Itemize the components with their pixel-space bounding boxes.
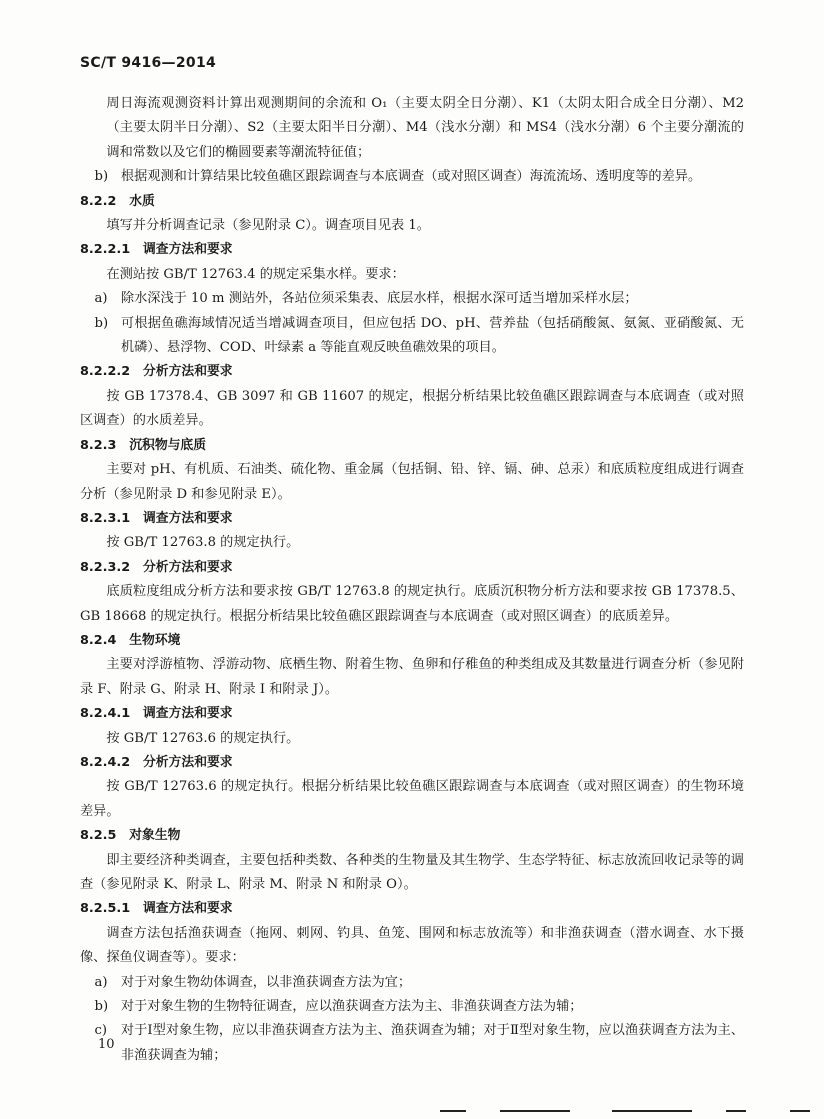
bottom-rule [726,1110,746,1112]
section-title: 对象生物 [129,828,181,844]
bottom-rule [500,1110,570,1112]
list-item [80,312,744,361]
section-heading [80,507,744,531]
list-item-text: 根据观测和计算结果比较鱼礁区跟踪调查与本底调查（或对照区调查）海流流场、透明度等的差异。 [120,169,702,185]
bottom-rule [440,1110,466,1112]
page-number: 10 [98,1037,115,1052]
section-title: 调查方法和要求 [143,901,233,917]
section-title: 水质 [129,193,155,209]
document-body [80,92,744,1068]
paragraph: 按 GB 17378.4、GB 3097 和 GB 11607 的规定，根据分析结果比较鱼礁区跟踪调查与本底调查（或对照区调查）的水质差异。 [80,388,744,429]
paragraph: 按 GB/T 12763.8 的规定执行。 [106,535,300,551]
list-item-label: b) [94,169,109,185]
section-number: 8.2.4 [80,632,117,648]
paragraph: 按 GB/T 12763.6 的规定执行。 [106,730,300,746]
section-heading [80,751,744,775]
list-item [80,165,744,189]
standard-code: SC/T 9416—2014 [80,55,217,71]
paragraph: 主要对浮游植物、浮游动物、底栖生物、附着生物、鱼卵和仔稚鱼的种类组成及其数量进行调查分析（参见附录 F、附录 G、附录 H、附录 I 和附录 J）。 [80,657,744,697]
list-item [80,995,744,1019]
section-number: 8.2.3.2 [80,559,131,575]
paragraph: 主要对 pH、有机质、石油类、硫化物、重金属（包括铜、铅、锌、镉、砷、总汞）和底质粒度组成进行调查分析（参见附录 D 和参见附录 E）。 [80,462,744,502]
section-title: 分析方法和要求 [143,754,233,770]
paragraph: 调查方法包括渔获调查（拖网、刺网、钓具、鱼笼、围网和标志放流等）和非渔获调查（潜水调查、水下摄像、探鱼仪调查等）。要求： [80,925,744,966]
section-number: 8.2.4.1 [80,706,131,722]
section-heading [80,824,744,848]
list-item-text: 对于对象生物的生物特征调查，应以渔获调查方法为主、非渔获调查方法为辅； [120,999,583,1015]
section-title: 生物环境 [129,632,181,648]
section-heading [80,190,744,214]
list-item-label: b) [94,315,109,331]
section-number: 8.2.5 [80,828,117,844]
paragraph: 在测站按 GB/T 12763.4 的规定采集水样。要求： [106,266,405,282]
bottom-rule [790,1110,810,1112]
list-item-text: 除水深浅于 10 m 测站外，各站位须采集表、底层水样，根据水深可适当增加采样水层； [120,291,638,307]
paragraph: 填写并分析调查记录（参见附录 C）。调查项目见表 1。 [106,218,430,234]
bottom-rule [612,1110,692,1112]
section-number: 8.2.4.2 [80,754,131,770]
section-title: 调查方法和要求 [143,510,233,526]
list-item-label: c) [94,1023,108,1039]
list-item-label: b) [94,999,109,1015]
list-item [80,287,744,311]
list-item-label: a) [94,291,108,307]
list-item [80,971,744,995]
section-heading [80,556,744,580]
section-heading [80,360,744,384]
section-title: 沉积物与底质 [129,437,207,453]
list-item-text: 对于Ⅰ型对象生物，应以非渔获调查方法为主、渔获调查为辅；对于Ⅱ型对象生物，应以渔获调查方法为主、非渔获调查为辅； [120,1023,744,1063]
section-heading [80,629,744,653]
section-number: 8.2.2.2 [80,364,131,380]
section-title: 分析方法和要求 [143,364,233,380]
paragraph: 即主要经济种类调查，主要包括种类数、各种类的生物量及其生物学、生态学特征、标志放流回收记录等的调查（参见附录 K、附录 L、附录 M、附录 N 和附录 O）。 [80,852,744,892]
section-number: 8.2.5.1 [80,901,131,917]
paragraph: 按 GB/T 12763.6 的规定执行。根据分析结果比较鱼礁区跟踪调查与本底调查（或对照区调查）的生物环境差异。 [80,779,744,819]
section-heading [80,702,744,726]
section-title: 调查方法和要求 [143,706,233,722]
section-number: 8.2.2.1 [80,242,131,258]
section-heading [80,238,744,262]
continued-paragraph: 周日海流观测资料计算出观测期间的余流和 O₁（主要太阴全日分潮）、K1（太阴太阳合成全日分潮）、M2（主要太阴半日分潮）、S2（主要太阳半日分潮）、M4（浅水分潮）和 MS4（浅水分潮）6 个主要分潮流的调和常数以及它们的椭圆要素等潮流特征值； [106,96,744,160]
section-title: 分析方法和要求 [143,559,233,575]
section-number: 8.2.2 [80,193,117,209]
paragraph: 底质粒度组成分析方法和要求按 GB/T 12763.8 的规定执行。底质沉积物分析方法和要求按 GB 17378.5、GB 18668 的规定执行。根据分析结果比较鱼礁区跟踪调查与本底调查（或对照区调查）的底质差异。 [80,584,744,624]
list-item-text: 可根据鱼礁海域情况适当增减调查项目，但应包括 DO、pH、营养盐（包括硝酸氮、氨氮、亚硝酸氮、无机磷）、悬浮物、COD、叶绿素 a 等能直观反映鱼礁效果的项目。 [120,315,744,356]
section-title: 调查方法和要求 [143,242,233,258]
section-number: 8.2.3.1 [80,510,131,526]
list-item [80,1019,744,1068]
section-number: 8.2.3 [80,437,117,453]
list-item-label: a) [94,974,108,990]
list-item-text: 对于对象生物幼体调查，以非渔获调查方法为宜； [120,974,412,990]
section-heading [80,434,744,458]
section-heading [80,897,744,921]
